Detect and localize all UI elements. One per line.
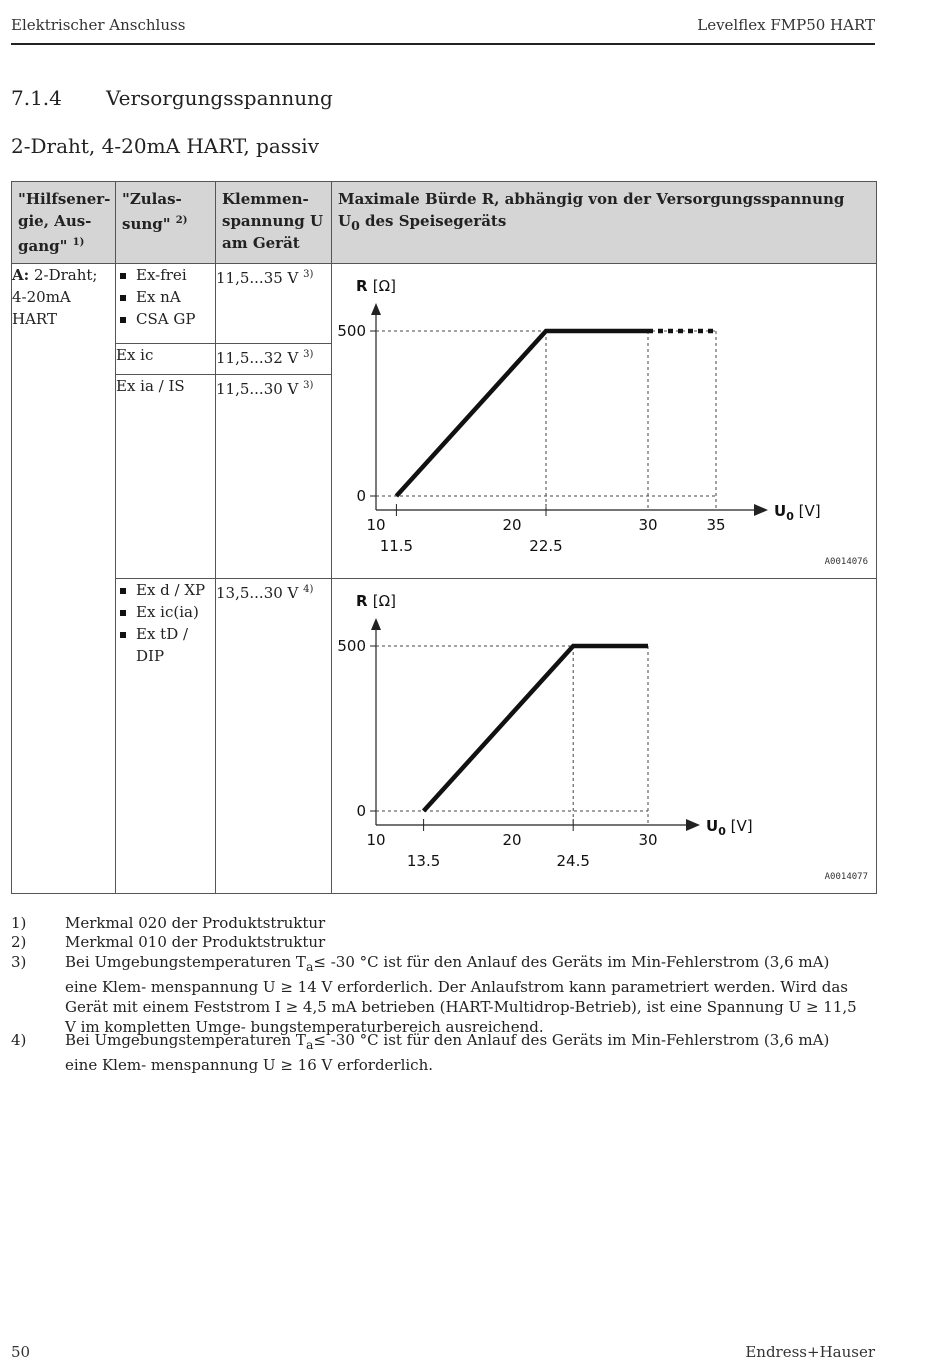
x-axis-arrow <box>754 504 768 516</box>
list-item: CSA GP <box>116 308 215 330</box>
x-mark-label: 22.5 <box>529 537 563 555</box>
zulassung-cell <box>116 264 216 344</box>
zulassung-cell <box>116 579 216 894</box>
table-header-row <box>12 182 877 264</box>
x-tick-label: 30 <box>638 516 658 534</box>
y-tick-label: 0 <box>356 487 366 505</box>
list-item: Ex-frei <box>116 264 215 286</box>
x-tick-label: 10 <box>366 516 386 534</box>
subsection-title: 2-Draht, 4-20mA HART, passiv <box>11 134 319 158</box>
footnote-1: 1) Merkmal 020 der Produktstruktur <box>11 914 326 932</box>
running-header-left: Elektrischer Anschluss <box>11 16 186 34</box>
series-line <box>424 646 648 811</box>
footnote-4: 4) Bei Umgebungstemperaturen $T_a\le -30$ °C ist für den Anlauf des Geräts im Min-Fehlerstrom (3,6 mA) eine Klem- menspannung U ≥ 16 V erforderlich. <box>11 1031 830 1074</box>
spannung-cell: 11,5...30 V $^{3)}$ <box>216 374 332 578</box>
chart-cell-2 <box>332 579 877 894</box>
section-title: Versorgungsspannung <box>106 86 333 110</box>
chart-cell-1 <box>332 264 877 579</box>
list-item: Ex ic(ia) <box>116 601 215 623</box>
x-tick-label: 20 <box>502 516 522 534</box>
brand-footer: Endress+Hauser <box>745 1343 875 1361</box>
x-tick-label: 30 <box>638 831 658 849</box>
x-tick-label: 20 <box>502 831 522 849</box>
x-axis-arrow <box>686 819 700 831</box>
x-axis-label: $U_0$ [V] <box>774 502 821 523</box>
header-klemmenspannung: Klemmen- spannung U am Gerät <box>216 182 332 264</box>
y-tick-label: 0 <box>356 802 366 820</box>
y-axis-label: R [Ω] <box>356 277 396 295</box>
x-mark-label: 24.5 <box>556 852 590 870</box>
x-tick-label: 35 <box>706 516 726 534</box>
figure-id: A0014076 <box>824 557 868 567</box>
x-mark-label: 11.5 <box>379 537 414 555</box>
table-row <box>12 579 877 894</box>
running-header-right: Levelflex FMP50 HART <box>697 16 875 34</box>
spannung-cell: 11,5...32 V $^{3)}$ <box>216 343 332 374</box>
zulassung-cell: Ex ia / IS <box>116 374 216 578</box>
table-row <box>12 264 877 344</box>
zulassung-cell: Ex ic <box>116 343 216 374</box>
header-maximale-buerde: Maximale Bürde R, abhängig von der Versorgungsspannung $U_0$ des Speisegeräts <box>332 182 877 264</box>
spannung-cell: 13,5...30 V $^{4)}$ <box>216 579 332 894</box>
y-tick-label: 500 <box>337 322 366 340</box>
section-number: 7.1.4 <box>11 86 62 110</box>
hilfsenergie-cell: A: 2-Draht; 4-20mA HART <box>12 264 116 894</box>
header-zulassung: "Zulas- sung" $^{2)}$ <box>116 182 216 264</box>
load-chart-2 <box>332 579 877 893</box>
y-axis-arrow <box>371 303 381 315</box>
header-hilfsenergie: "Hilfsener- gie, Aus- gang" $^{1)}$ <box>12 182 116 264</box>
x-axis-label: $U_0$ [V] <box>706 817 753 838</box>
list-item: Ex d / XP <box>116 579 215 601</box>
y-tick-label: 500 <box>337 637 366 655</box>
spannung-cell: 11,5...35 V $^{3)}$ <box>216 264 332 344</box>
supply-voltage-table <box>11 181 877 894</box>
list-item: Ex nA <box>116 286 215 308</box>
x-tick-label: 10 <box>366 831 386 849</box>
footnote-2: 2) Merkmal 010 der Produktstruktur <box>11 933 326 951</box>
figure-id: A0014077 <box>824 872 868 882</box>
load-chart-1 <box>332 264 877 578</box>
x-mark-label: 13.5 <box>406 852 441 870</box>
header-rule <box>11 43 875 45</box>
series-line <box>396 331 648 496</box>
y-axis-label: R [Ω] <box>356 592 396 610</box>
y-axis-arrow <box>371 618 381 630</box>
footnote-3: 3) Bei Umgebungstemperaturen $T_a\le -30$ °C ist für den Anlauf des Geräts im Min-Fehlerstrom (3,6 mA) eine Klem- menspannung U ≥ 14 V erforderlich. Der Anlaufstrom kann parametriert werden. Wird das Gerät mit einem Feststrom I ≥ 4,5 mA betrieben (HART-Multidrop-Betrieb), ist eine Spannung U ≥ 11,5 V im kompletten Umge- bungstemperaturbereich ausreichend. <box>11 953 857 1036</box>
list-item: Ex tD / DIP <box>116 623 215 667</box>
page-number: 50 <box>11 1343 31 1361</box>
